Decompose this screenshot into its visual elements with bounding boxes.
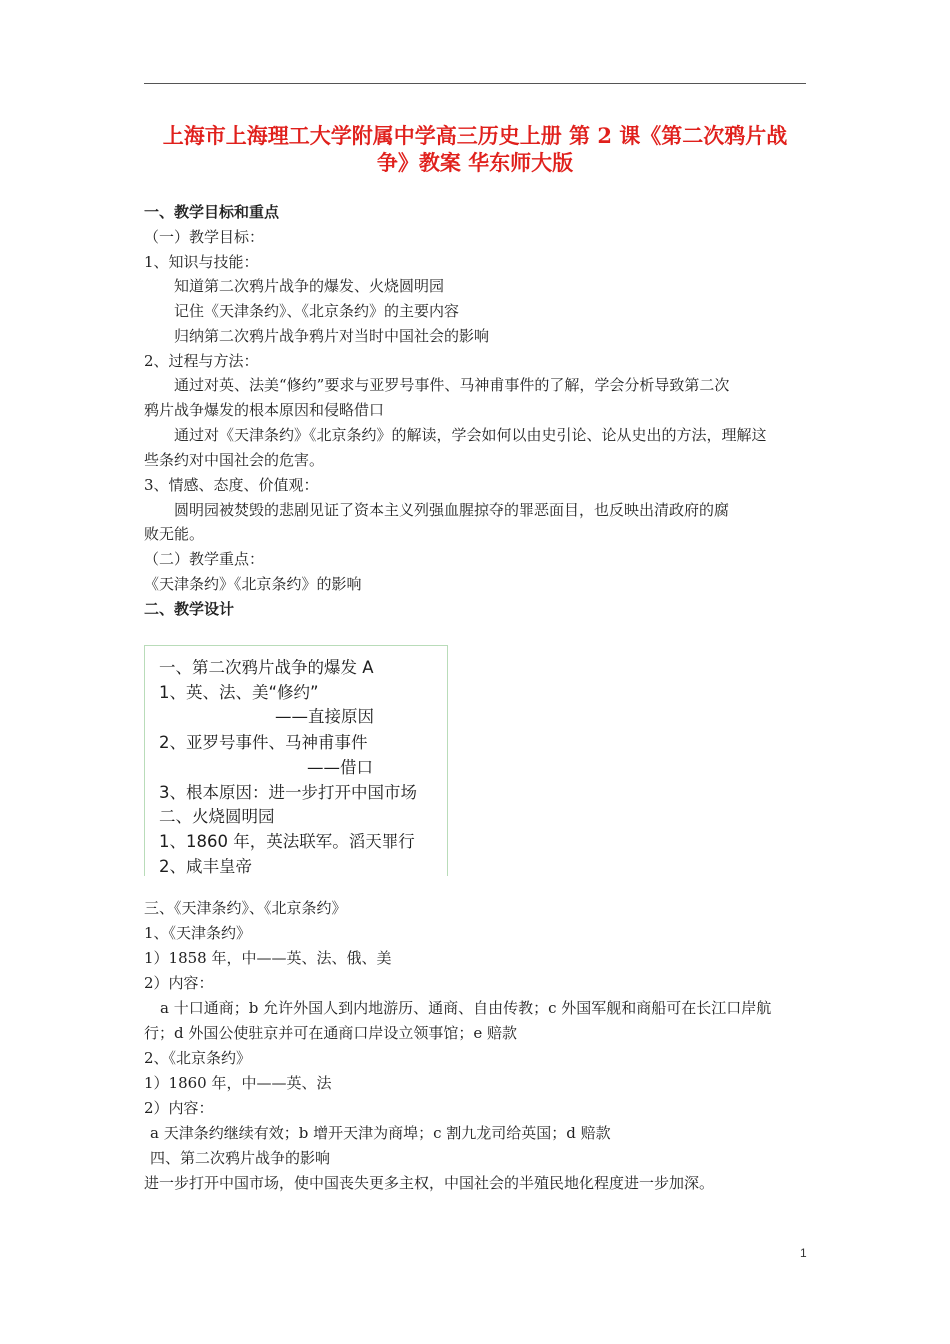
tianjin-content-label: 2）内容： xyxy=(144,974,214,992)
design-line: 2、咸丰皇帝 xyxy=(159,857,252,876)
beijing-treaty: 2、《北京条约》 xyxy=(144,1049,252,1067)
objectives-subheading: （一）教学目标： xyxy=(144,228,265,246)
design-line: ——直接原因 xyxy=(275,707,374,726)
section4-heading: 四、第二次鸦片战争的影响 xyxy=(150,1149,331,1167)
process-methods: 2、过程与方法： xyxy=(144,352,259,370)
design-line: 3、根本原因：进一步打开中国市场 xyxy=(159,783,417,802)
tianjin-date: 1）1858 年，中——英、法、俄、美 xyxy=(144,949,392,967)
design-line: 一、第二次鸦片战争的爆发 A xyxy=(159,658,374,677)
section1-heading: 一、教学目标和重点 xyxy=(144,203,280,221)
design-line: 二、火烧圆明园 xyxy=(159,807,275,826)
process-item-a-line2: 鸦片战争爆发的根本原因和侵略借口 xyxy=(144,401,385,419)
tianjin-content-line1: a 十口通商；b 允许外国人到内地游历、通商、自由传教；c 外国军舰和商船可在长江口岸航 xyxy=(160,999,772,1017)
section3-heading: 三、《天津条约》、《北京条约》 xyxy=(144,899,347,917)
design-line: 2、亚罗号事件、马神甫事件 xyxy=(159,733,368,752)
knowledge-item-c: 归纳第二次鸦片战争鸦片对当时中国社会的影响 xyxy=(174,327,490,345)
tianjin-treaty: 1、《天津条约》 xyxy=(144,924,252,942)
values-item-line2: 败无能。 xyxy=(144,525,205,543)
knowledge-skills: 1、知识与技能： xyxy=(144,253,259,271)
process-item-b-line2: 些条约对中国社会的危害。 xyxy=(144,451,325,469)
beijing-content: a 天津条约继续有效；b 增开天津为商埠；c 割九龙司给英国；d 赔款 xyxy=(150,1124,611,1142)
beijing-content-label: 2）内容： xyxy=(144,1099,214,1117)
beijing-date: 1）1860 年，中——英、法 xyxy=(144,1074,332,1092)
knowledge-item-a: 知道第二次鸦片战争的爆发、火烧圆明园 xyxy=(174,277,445,295)
document-title xyxy=(144,122,806,176)
header-rule xyxy=(144,83,806,84)
design-line: 1、英、法、美“修约” xyxy=(159,683,319,702)
focus-subheading: （二）教学重点： xyxy=(144,550,265,568)
values: 3、情感、态度、价值观： xyxy=(144,476,319,494)
tianjin-content-line2: 行；d 外国公使驻京并可在通商口岸设立领事馆；e 赔款 xyxy=(144,1024,518,1042)
values-item-line1: 圆明园被焚毁的悲剧见证了资本主义列强血腥掠夺的罪恶面目，也反映出清政府的腐 xyxy=(174,501,730,519)
design-line: ——借口 xyxy=(307,758,373,777)
page-number: 1 xyxy=(800,1246,807,1260)
design-image xyxy=(144,645,448,876)
design-line: 1、1860 年，英法联军。滔天罪行 xyxy=(159,832,415,851)
section2-heading: 二、教学设计 xyxy=(144,600,235,618)
process-item-b-line1: 通过对《天津条约》《北京条约》的解读，学会如何以由史引论、论从史出的方法，理解这 xyxy=(174,426,767,444)
process-item-a-line1: 通过对英、法美“修约”要求与亚罗号事件、马神甫事件的了解，学会分析导致第二次 xyxy=(174,376,730,394)
focus-text: 《天津条约》《北京条约》的影响 xyxy=(144,575,362,593)
knowledge-item-b: 记住《天津条约》、《北京条约》的主要内容 xyxy=(174,302,460,320)
title-line-2: 争》教案 华东师大版 xyxy=(376,150,574,175)
impact-text: 进一步打开中国市场，使中国丧失更多主权，中国社会的半殖民地化程度进一步加深。 xyxy=(144,1174,715,1192)
title-line-1: 上海市上海理工大学附属中学高三历史上册 第 2 课《第二次鸦片战 xyxy=(162,123,788,148)
